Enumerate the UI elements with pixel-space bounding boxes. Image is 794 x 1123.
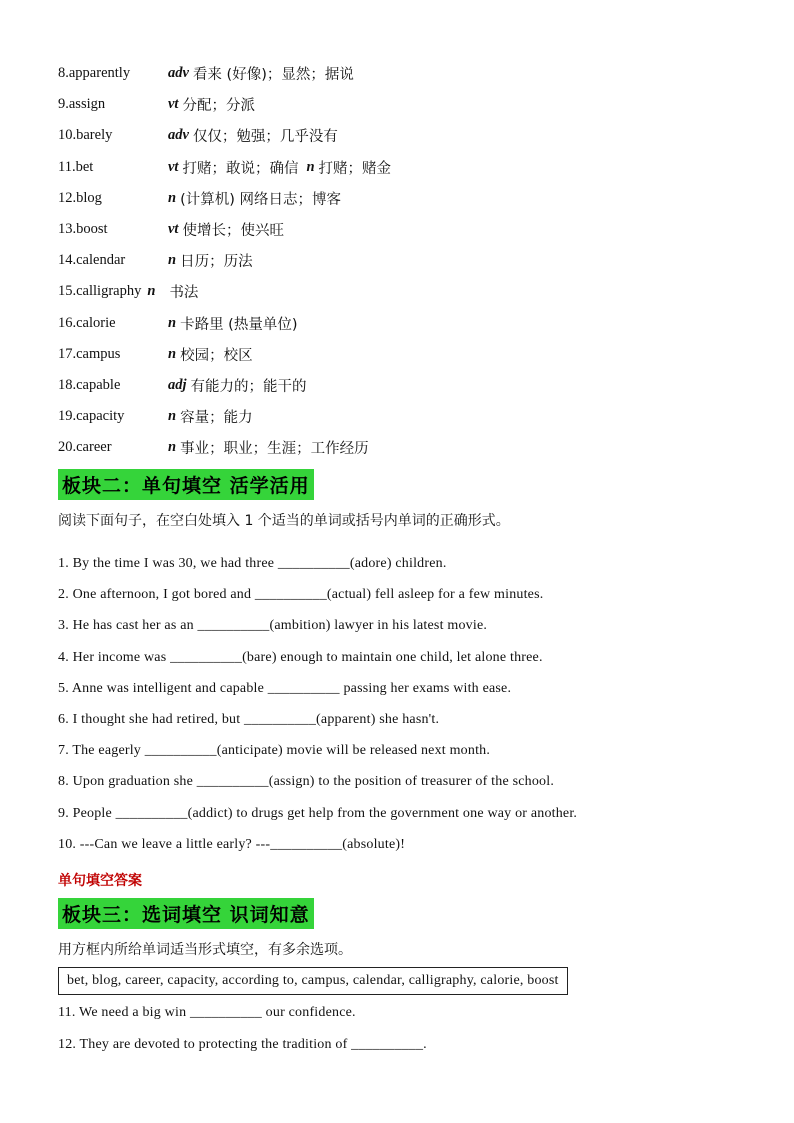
part-of-speech: n — [147, 283, 156, 300]
part-of-speech: n — [168, 189, 177, 206]
vocab-definition: 仅仅；勉强；几乎没有 — [192, 129, 338, 146]
part-of-speech: vt — [168, 221, 179, 238]
vocab-definition: 看来 (好像)；显然；据说 — [192, 67, 354, 84]
vocab-item — [58, 432, 748, 463]
question: 1. By the time I was 30, we had three __________(adore) children. — [58, 556, 447, 572]
vocab-definition: 分配；分派 — [182, 98, 255, 115]
question: 7. The eagerly __________(anticipate) movie will be released next month. — [58, 743, 491, 759]
vocab-item — [58, 245, 748, 276]
vocab-definition: 容量；能力 — [180, 410, 253, 427]
part-of-speech-secondary: n — [306, 158, 315, 175]
question: 8. Upon graduation she __________(assign) to the position of treasurer of the school. — [58, 774, 555, 790]
vocab-definition: 日历；历法 — [180, 254, 253, 271]
vocab-word: 18.capable — [58, 376, 121, 393]
question: 9. People __________(addict) to drugs get help from the government one way or another. — [58, 805, 578, 821]
vocab-word: 14.calendar — [58, 252, 126, 269]
vocab-item — [58, 183, 748, 214]
vocab-item — [58, 276, 748, 307]
part-of-speech: n — [168, 408, 177, 425]
vocab-word: 20.career — [58, 439, 112, 456]
vocab-word: 12.blog — [58, 189, 102, 206]
vocab-item — [58, 401, 748, 432]
vocab-word: 8.apparently — [58, 65, 131, 82]
vocab-item — [58, 308, 748, 339]
question: 5. Anne was intelligent and capable __________ passing her exams with ease. — [58, 680, 512, 696]
part-of-speech: n — [168, 252, 177, 269]
vocab-item — [58, 89, 748, 120]
question: 6. I thought she had retired, but __________(apparent) she hasn't. — [58, 711, 440, 727]
answer-link[interactable]: 单句填空答案 — [58, 873, 142, 890]
question: 2. One afternoon, I got bored and __________(actual) fell asleep for a few minutes. — [58, 587, 544, 603]
vocab-word: 17.campus — [58, 345, 121, 362]
part-of-speech: n — [168, 439, 177, 456]
part-of-speech: adv — [168, 127, 189, 144]
vocab-definition: 事业；职业；生涯；工作经历 — [180, 441, 369, 458]
vocab-item — [58, 214, 748, 245]
section-3-instruction: 用方框内所给单词适当形式填空，有多余选项。 — [58, 942, 352, 959]
vocab-definition: 书法 — [169, 285, 199, 302]
section-3-title: 板块三：选词填空 识词知意 — [58, 898, 314, 929]
part-of-speech: n — [168, 345, 177, 362]
vocab-word: 19.capacity — [58, 408, 125, 425]
part-of-speech: n — [168, 314, 177, 331]
question: 4. Her income was __________(bare) enough to maintain one child, let alone three. — [58, 649, 543, 665]
vocab-word: 11.bet — [58, 158, 94, 175]
vocab-definition-secondary: 打赌；赌金 — [318, 160, 392, 177]
question: 12. They are devoted to protecting the tradition of __________. — [58, 1036, 427, 1052]
vocab-definition: 校园；校区 — [180, 347, 253, 364]
vocab-word: 16.calorie — [58, 314, 116, 331]
vocab-definition: 有能力的；能干的 — [190, 378, 307, 395]
worksheet-page — [58, 58, 748, 1060]
vocab-list — [58, 58, 748, 463]
part-of-speech: adv — [168, 65, 189, 82]
word-bank-box: bet, blog, career, capacity, according to, campus, calendar, calligraphy, calorie, boost — [58, 967, 568, 995]
question: 10. ---Can we leave a little early? ---__________(absolute)! — [58, 836, 406, 852]
vocab-item — [58, 120, 748, 151]
vocab-definition: 使增长；使兴旺 — [182, 223, 284, 240]
question: 3. He has cast her as an __________(ambition) lawyer in his latest movie. — [58, 618, 488, 634]
vocab-word: 13.boost — [58, 221, 108, 238]
section-2-instruction: 阅读下面句子，在空白处填入 1 个适当的单词或括号内单词的正确形式。 — [58, 513, 510, 530]
section-3-questions — [58, 997, 748, 1060]
vocab-definition: 卡路里 (热量单位) — [180, 316, 298, 333]
section-2-questions — [58, 548, 748, 860]
vocab-definition: 打赌；敢说；确信 — [182, 160, 299, 177]
part-of-speech: adj — [168, 376, 187, 393]
part-of-speech: vt — [168, 96, 179, 113]
question: 11. We need a big win __________ our confidence. — [58, 1005, 356, 1021]
vocab-item — [58, 152, 748, 183]
vocab-word: 15.calligraphy — [58, 283, 142, 300]
vocab-item — [58, 370, 748, 401]
section-2-title: 板块二：单句填空 活学活用 — [58, 469, 314, 500]
vocab-item — [58, 339, 748, 370]
part-of-speech: vt — [168, 158, 179, 175]
vocab-item — [58, 58, 748, 89]
vocab-word: 10.barely — [58, 127, 113, 144]
vocab-definition: (计算机) 网络日志；博客 — [180, 191, 342, 208]
vocab-word: 9.assign — [58, 96, 106, 113]
